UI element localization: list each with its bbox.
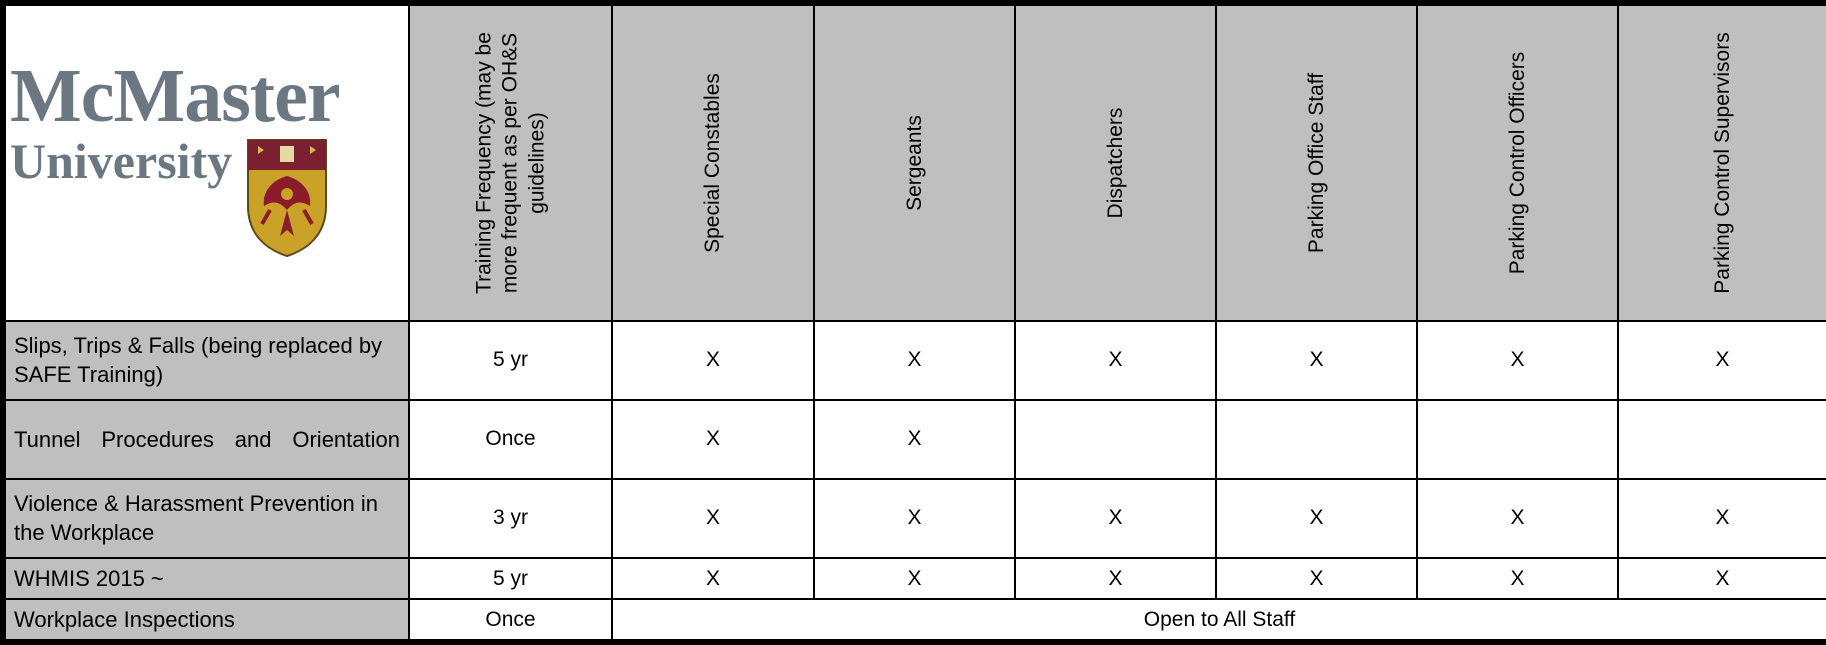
table-cell: X [1216, 321, 1417, 400]
table-cell [1618, 400, 1826, 479]
column-header-dispatchers: Dispatchers [1015, 3, 1216, 321]
table-row [3, 321, 1826, 400]
table-cell: X [1618, 321, 1826, 400]
column-header-sergeants: Sergeants [814, 3, 1015, 321]
row-label: WHMIS 2015 ~ [3, 558, 409, 600]
table-row [3, 400, 1826, 479]
logo-wordmark-line1: McMaster [10, 53, 340, 138]
table-cell: X [1216, 479, 1417, 558]
open-to-all-staff-cell: Open to All Staff [612, 599, 1826, 642]
header-row [3, 3, 1826, 321]
mcmaster-crest-icon [244, 136, 330, 268]
table-cell: X [1015, 321, 1216, 400]
table-cell [1216, 400, 1417, 479]
table-cell [1015, 400, 1216, 479]
table-cell: X [612, 400, 814, 479]
table-cell: X [814, 321, 1015, 400]
table-row [3, 558, 1826, 600]
row-label: Slips, Trips & Falls (being replaced by SAFE Training) [3, 321, 409, 400]
table-row [3, 479, 1826, 558]
row-label: Workplace Inspections [3, 599, 409, 642]
table-cell: X [612, 321, 814, 400]
logo-wordmark-line2: University [10, 132, 233, 189]
column-header-special-constables: Special Constables [612, 3, 814, 321]
column-header-training-frequency: Training Frequency (may be more frequent as per OH&S guidelines) [409, 3, 612, 321]
table-cell: X [1417, 321, 1618, 400]
table-cell: X [1417, 479, 1618, 558]
table-cell: X [1216, 558, 1417, 600]
row-label: Tunnel Procedures and Orientation [3, 400, 409, 479]
frequency-cell: Once [409, 599, 612, 642]
logo-cell [3, 3, 409, 321]
table-cell: X [1015, 558, 1216, 600]
column-header-parking-control-officers: Parking Control Officers [1417, 3, 1618, 321]
mcmaster-logo [10, 53, 408, 268]
frequency-cell: 5 yr [409, 321, 612, 400]
frequency-cell: 3 yr [409, 479, 612, 558]
row-label: Violence & Harassment Prevention in the Workplace [3, 479, 409, 558]
column-header-parking-control-supervisors: Parking Control Supervisors [1618, 3, 1826, 321]
table-cell: X [814, 479, 1015, 558]
column-header-parking-office-staff: Parking Office Staff [1216, 3, 1417, 321]
table-cell [1417, 400, 1618, 479]
table-row [3, 599, 1826, 642]
table-cell: X [1618, 558, 1826, 600]
table-cell: X [612, 558, 814, 600]
frequency-cell: 5 yr [409, 558, 612, 600]
table-cell: X [1618, 479, 1826, 558]
table-cell: X [612, 479, 814, 558]
table-cell: X [814, 400, 1015, 479]
frequency-cell: Once [409, 400, 612, 479]
table-cell: X [1417, 558, 1618, 600]
table-cell: X [1015, 479, 1216, 558]
table-cell: X [814, 558, 1015, 600]
